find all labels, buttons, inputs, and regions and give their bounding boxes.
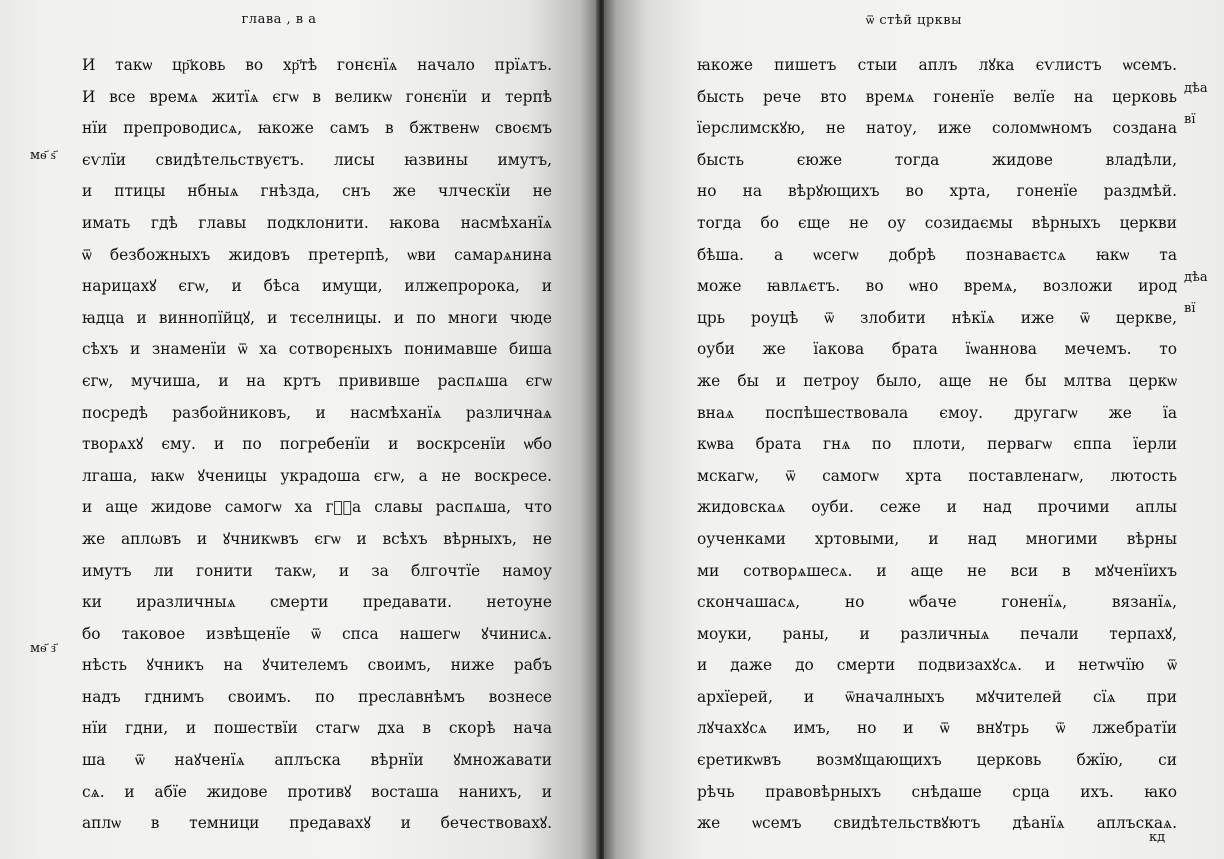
- text-line: бысть рече вто времѧ гоненїе велїе на церковь: [697, 87, 1177, 106]
- text-line: ки иразличныѧ смерти предавати. нетоуне: [82, 593, 552, 612]
- text-line: надъ гднимъ своимъ. по преславнѣмъ вознесе: [82, 687, 552, 706]
- text-line: оученками хртовыми, и над многими вѣрны: [697, 529, 1177, 548]
- text-line: и даже до смерти подвизахꙋсѧ. и нетѡчїю ѿ: [697, 656, 1177, 675]
- text-line: лꙋчахꙋсѧ имъ, но и ѿ внꙋтрь ѿ лжебратїи: [697, 719, 1177, 738]
- text-line: внаѧ поспѣшествовала ємоу. другагѡ же їа: [697, 403, 1177, 422]
- text-line: И все времѧ житїѧ єгѡ в великѡ гонєнїи и терпѣ: [82, 87, 552, 106]
- text-line: творѧхꙋ єму. и по погребенїи и воскрсенїи ѡбо: [82, 435, 552, 454]
- text-line: бысть єюже тогда жидове владѣли,: [697, 150, 1177, 169]
- text-line: мскагѡ, ѿ самогѡ хрта поставленагѡ, лютость: [697, 466, 1177, 485]
- text-line: же бы и петроу было, аще не бы млтва церкѡ: [697, 371, 1177, 390]
- right-margin-note: дѣа: [1184, 81, 1208, 96]
- text-line: и аще жидове самогѡ ха гⷭ҇а славы распѧша, что: [82, 498, 552, 517]
- text-line: имутъ ли гонити такѡ, и за блгочтїе намоу: [82, 561, 552, 580]
- text-line: може ꙗвлѧєтъ. во ѡно времѧ, возложи ирод: [697, 277, 1177, 296]
- text-line: же ѡсемъ свидѣтельствꙋютъ дѣанїѧ аплъскаѧ.: [697, 814, 1177, 833]
- text-line: їерслимскꙋю, не натоу, иже соломѡномъ создана: [697, 119, 1177, 138]
- text-line: и птицы нбныѧ гнѣзда, снъ же члческїи не: [82, 182, 552, 201]
- left-margin-note: мѳ҃ ѕ҃: [30, 148, 56, 163]
- text-line: црь роуцѣ ѿ злобити нѣкїѧ иже ѿ церкве,: [697, 308, 1177, 327]
- text-line: моуки, раны, и различныѧ печали терпахꙋ,: [697, 624, 1177, 643]
- text-line: оуби же їакова брата їѡаннова мечемъ. то: [697, 340, 1177, 359]
- text-line: жидовскаѧ оуби. сеже и над прочими аплы: [697, 498, 1177, 517]
- text-line: ми сотворѧшесѧ. и аще не вси в мꙋченїихъ: [697, 561, 1177, 580]
- left-page-text: [82, 50, 552, 840]
- text-line: скончашасѧ, но ѡбаче гоненїѧ, вязанїѧ,: [697, 593, 1177, 612]
- text-line: рѣчь правовѣрныхъ снѣдаше срца ихъ. ꙗко: [697, 782, 1177, 801]
- text-line: кѡва брата гнѧ по плоти, первагѡ єппа їерли: [697, 435, 1177, 454]
- text-line: сѧ. и абїе жидове противꙋ восташа нанихъ, и: [82, 782, 552, 801]
- text-line: нѣсть ꙋчникъ на ꙋчителемъ своимъ, ниже рабъ: [82, 656, 552, 675]
- text-line: єѵлїи свидѣтельствуєтъ. лисы ꙗзвины имутъ,: [82, 150, 552, 169]
- right-page-text: [697, 50, 1177, 840]
- text-line: єретикѡвъ возмꙋщающихъ церковь бжїю, си: [697, 751, 1177, 770]
- text-line: єгѡ, мучиша, и на кртъ привившe распѧша єгѡ: [82, 371, 552, 390]
- text-line: ꙗкоже пишетъ стыи аплъ лꙋка єѵлистъ ѡсемъ.: [697, 56, 1177, 74]
- text-line: тогда бо єще не оу созидаємы вѣрныхъ церкви: [697, 213, 1177, 232]
- text-line: архїерей, и ѿначалныхъ мꙋчителей сїѧ при: [697, 687, 1177, 706]
- text-line: аплѡ в темници предавахꙋ и бечествовахꙋ.: [82, 814, 552, 833]
- text-line: сѣхъ и знаменїи ѿ ха сотворєныхъ понимавше биша: [82, 340, 552, 359]
- text-line: нарицахꙋ єгѡ, и бѣса имущи, илжепророка, и: [82, 277, 552, 296]
- text-line: имать гдѣ главы подклонити. ꙗкова насмѣханїѧ: [82, 213, 552, 232]
- text-line: ша ѿ наꙋченїѧ аплъска вѣрнїи ꙋмножавати: [82, 751, 552, 770]
- right-margin-note: вї: [1184, 112, 1196, 127]
- page-number: кд: [1149, 830, 1166, 845]
- text-line: нїи препроводисѧ, ꙗкоже самъ в бжтвенѡ своємъ: [82, 119, 552, 138]
- text-line: бо таковое извѣщенїе ѿ спса нашегѡ ꙋчинисѧ.: [82, 624, 552, 643]
- right-margin-note: вї: [1184, 301, 1196, 316]
- right-margin-note: дѣа: [1184, 270, 1208, 285]
- text-line: И такѡ цр҃ковь во хр҃тѣ гонєнїѧ начало прїѧтъ.: [82, 56, 552, 74]
- text-line: нїи гдни, и пошествїи стагѡ дха в скорѣ нача: [82, 719, 552, 738]
- text-line: ꙗдца и виннопїйцꙋ, и тєселницы. и по многи чюде: [82, 308, 552, 327]
- text-line: же аплωвъ и ꙋчникѡвъ єгѡ и всѣхъ вѣрныхъ, не: [82, 529, 552, 548]
- text-line: бѣша. а ѡсегѡ добрѣ познаваєтсѧ ꙗкѡ та: [697, 245, 1177, 264]
- text-line: ѿ безбожныхъ жидовъ претерпѣ, ѡви самарѧнина: [82, 245, 552, 264]
- right-page: [604, 0, 1224, 859]
- right-running-header: ѿ стѣй црквы: [866, 13, 962, 28]
- text-line: лгаша, ꙗкѡ ꙋченицы украдоша єгѡ, а не воскресе.: [82, 466, 552, 485]
- text-line: посредѣ разбойниковъ, и насмѣханїѧ различнаѧ: [82, 403, 552, 422]
- left-margin-note: мѳ҃ з҃: [30, 641, 56, 656]
- text-line: но на вѣрꙋющихъ во хрта, гоненїе раздмѣй.: [697, 182, 1177, 201]
- left-page: [0, 0, 598, 859]
- left-running-header: глава , в а: [241, 12, 317, 27]
